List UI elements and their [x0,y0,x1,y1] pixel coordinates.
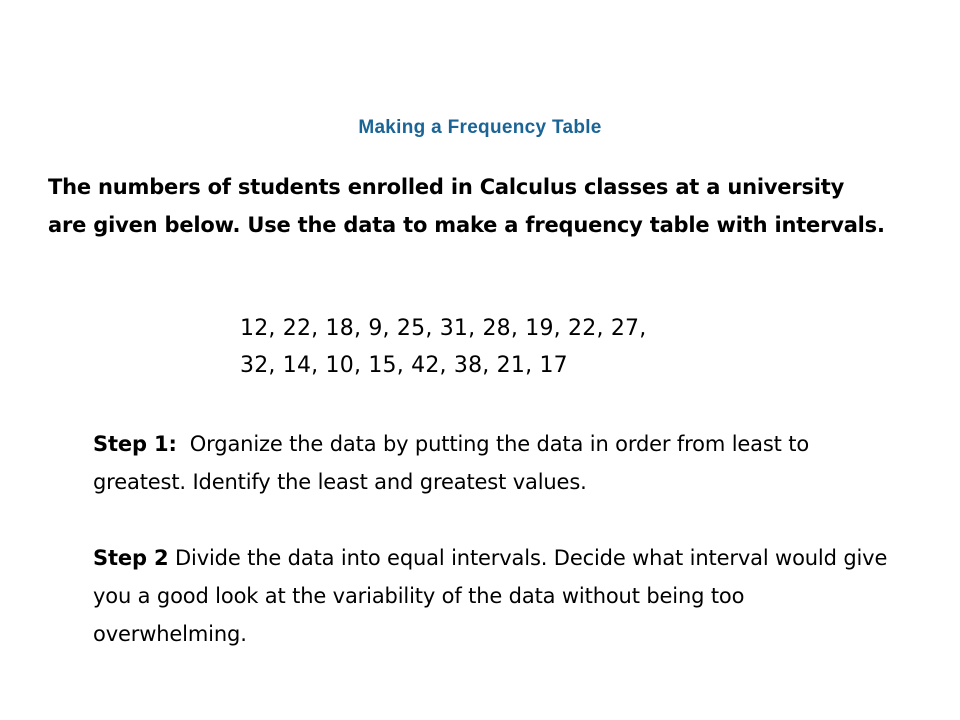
problem-statement: The numbers of students enrolled in Calculus classes at a university are given below. Use the data to make a frequency table with intervals. [48,175,885,237]
step-2-text: Divide the data into equal intervals. Decide what interval would give you a good look at the variability of the data without being too overwhelming. [93,546,888,646]
step-2 [93,539,893,653]
slide-title: Making a Frequency Table [358,117,602,138]
data-line-1: 12, 22, 18, 9, 25, 31, 28, 19, 22, 27, [240,316,647,341]
steps-list [93,425,893,653]
data-values [240,310,646,384]
step-1-label: Step 1: [93,432,177,456]
step-2-label: Step 2 [93,546,169,570]
step-1-text: Organize the data by putting the data in order from least to greatest. Identify the least and greatest values. [93,432,810,494]
data-line-2: 32, 14, 10, 15, 42, 38, 21, 17 [240,353,568,378]
step-1 [93,425,893,501]
